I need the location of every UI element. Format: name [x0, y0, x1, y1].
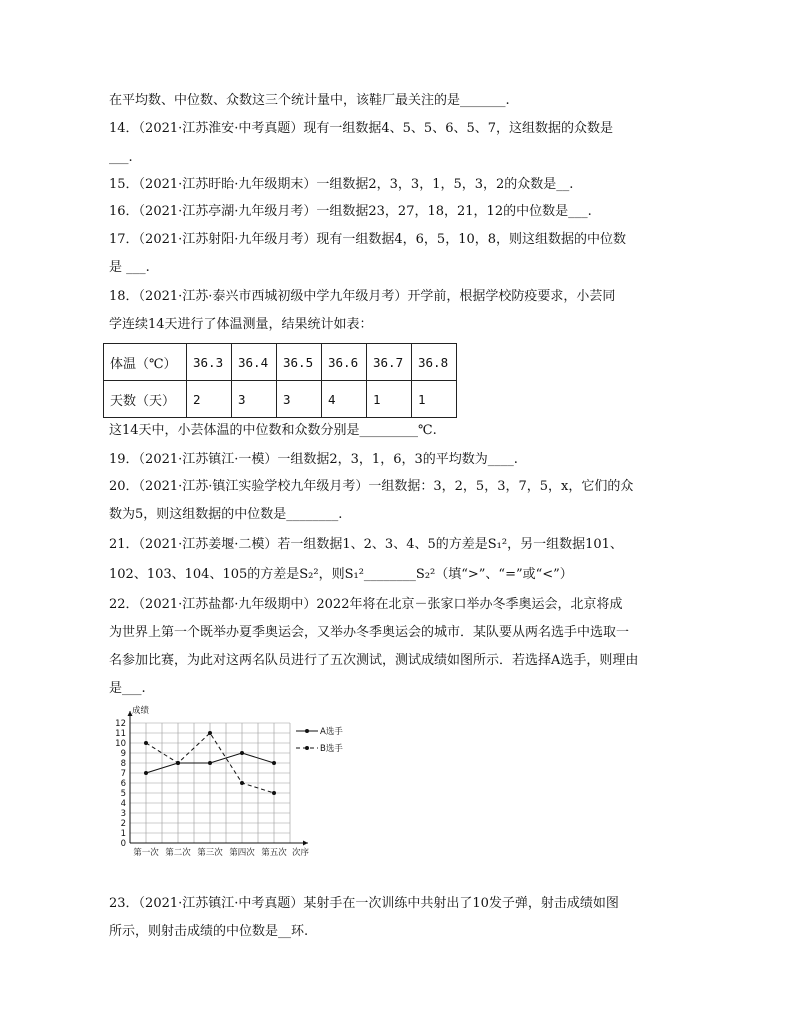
question-21-cont: 102、103、104、105的方差是S₂²，则S₁²________S₂²（填“>”、“=”或“<”）: [109, 567, 573, 582]
x-tick-label: 第五次: [261, 848, 287, 858]
question-20-cont: 数为5，则这组数据的中位数是________.: [109, 507, 343, 522]
table-cell: 36.8: [412, 344, 457, 381]
data-point: [144, 741, 148, 745]
table-cell: 36.5: [277, 344, 322, 381]
table-header-temp: 体温（℃）: [104, 344, 187, 381]
y-tick-label: 11: [115, 729, 126, 739]
question-23-cont: 所示，则射击成绩的中位数是__环.: [109, 924, 309, 939]
y-tick-label: 7: [120, 769, 126, 779]
x-tick-label: 第四次: [229, 848, 255, 858]
chart-grid: [130, 723, 290, 843]
question-18-answer: 这14天中，小芸体温的中位数和众数分别是_________℃.: [109, 423, 437, 438]
question-17: 17．（2021·江苏射阳·九年级月考）现有一组数据4，6，5，10，8，则这组数据的中位数: [109, 232, 627, 247]
table-cell: 36.3: [187, 344, 232, 381]
question-15: 15．（2021·江苏盱眙·九年级期末）一组数据2，3，3，1，5，3，2的众数是__.: [109, 177, 574, 192]
table-cell: 1: [412, 381, 457, 418]
data-point: [208, 761, 212, 765]
x-axis-arrow: [303, 841, 308, 846]
question-20: 20．（2021·江苏·镇江实验学校九年级月考）一组数据：3，2，5，3，7，5，x，它们的众: [109, 479, 634, 494]
chart-axes: [128, 711, 309, 846]
y-tick-label: 10: [115, 739, 126, 749]
y-tick-label: 9: [120, 749, 126, 759]
question-22-cont2: 名参加比赛，为此对这两名队员进行了五次测试，测试成绩如图所示．若选择A选手，则理由: [109, 653, 639, 668]
table-cell: 1: [367, 381, 412, 418]
score-line-chart: [108, 705, 358, 860]
data-point: [272, 761, 276, 765]
table-cell: 3: [277, 381, 322, 418]
legend-marker: [305, 746, 309, 750]
table-cell: 3: [232, 381, 277, 418]
question-21: 21．（2021·江苏姜堰·二模）若一组数据1、2、3、4、5的方差是S₁²，另一组数据101、: [109, 537, 623, 552]
y-tick-label: 4: [120, 799, 126, 809]
table-cell: 2: [187, 381, 232, 418]
y-tick-label: 0: [120, 839, 126, 849]
text-line: 在平均数、中位数、众数这三个统计量中，该鞋厂最关注的是_______.: [109, 93, 510, 108]
question-17-cont: 是 ___.: [109, 260, 150, 275]
data-point: [240, 751, 244, 755]
data-point: [240, 781, 244, 785]
data-point: [144, 771, 148, 775]
table-row: [104, 381, 457, 418]
question-18: 18．（2021·江苏·泰兴市西城初级中学九年级月考）开学前，根据学校防疫要求，小芸同: [109, 289, 616, 304]
y-tick-label: 1: [120, 829, 126, 839]
x-tick-label: 第二次: [165, 848, 191, 858]
question-22: 22．（2021·江苏盐都·九年级期中）2022年将在北京－张家口举办冬季奥运会，北京将成: [109, 597, 623, 612]
question-19: 19．（2021·江苏镇江·一模）一组数据2，3，1，6，3的平均数为____.: [109, 452, 518, 467]
question-14: 14．（2021·江苏淮安·中考真题）现有一组数据4、5、5、6、5、7，这组数据的众数是: [109, 121, 614, 136]
legend-label: B选手: [320, 744, 343, 754]
chart-y-label: 成绩: [132, 706, 150, 716]
y-tick-label: 3: [120, 809, 126, 819]
question-16: 16．（2021·江苏亭湖·九年级月考）一组数据23，27，18，21，12的中位数是___.: [109, 204, 592, 219]
legend-marker: [305, 729, 309, 733]
question-18-cont: 学连续14天进行了体温测量，结果统计如表：: [109, 317, 373, 332]
chart-x-label: 次序: [292, 848, 310, 858]
y-tick-label: 6: [120, 779, 126, 789]
chart-legend: [296, 726, 343, 754]
table-cell: 36.6: [322, 344, 367, 381]
y-tick-label: 12: [115, 719, 126, 729]
question-22-cont1: 为世界上第一个既举办夏季奥运会，又举办冬季奥运会的城市．某队要从两名选手中选取一: [109, 625, 630, 640]
y-tick-label: 8: [120, 759, 126, 769]
data-point: [208, 731, 212, 735]
question-14-blank: ___.: [109, 150, 133, 165]
table-cell: 4: [322, 381, 367, 418]
y-tick-label: 2: [120, 819, 126, 829]
x-tick-label: 第三次: [197, 848, 223, 858]
table-cell: 36.4: [232, 344, 277, 381]
x-tick-label: 第一次: [133, 848, 159, 858]
legend-label: A选手: [320, 727, 343, 737]
temperature-table: [103, 343, 457, 418]
table-header-days: 天数（天）: [104, 381, 187, 418]
question-23: 23．（2021·江苏镇江·中考真题）某射手在一次训练中共射出了10发子弹，射击成绩如图: [109, 896, 619, 911]
data-point: [176, 761, 180, 765]
question-22-cont3: 是___.: [109, 681, 146, 696]
data-point: [272, 791, 276, 795]
chart-ticks: [115, 719, 287, 858]
table-cell: 36.7: [367, 344, 412, 381]
table-row: [104, 344, 457, 381]
y-tick-label: 5: [120, 789, 126, 799]
